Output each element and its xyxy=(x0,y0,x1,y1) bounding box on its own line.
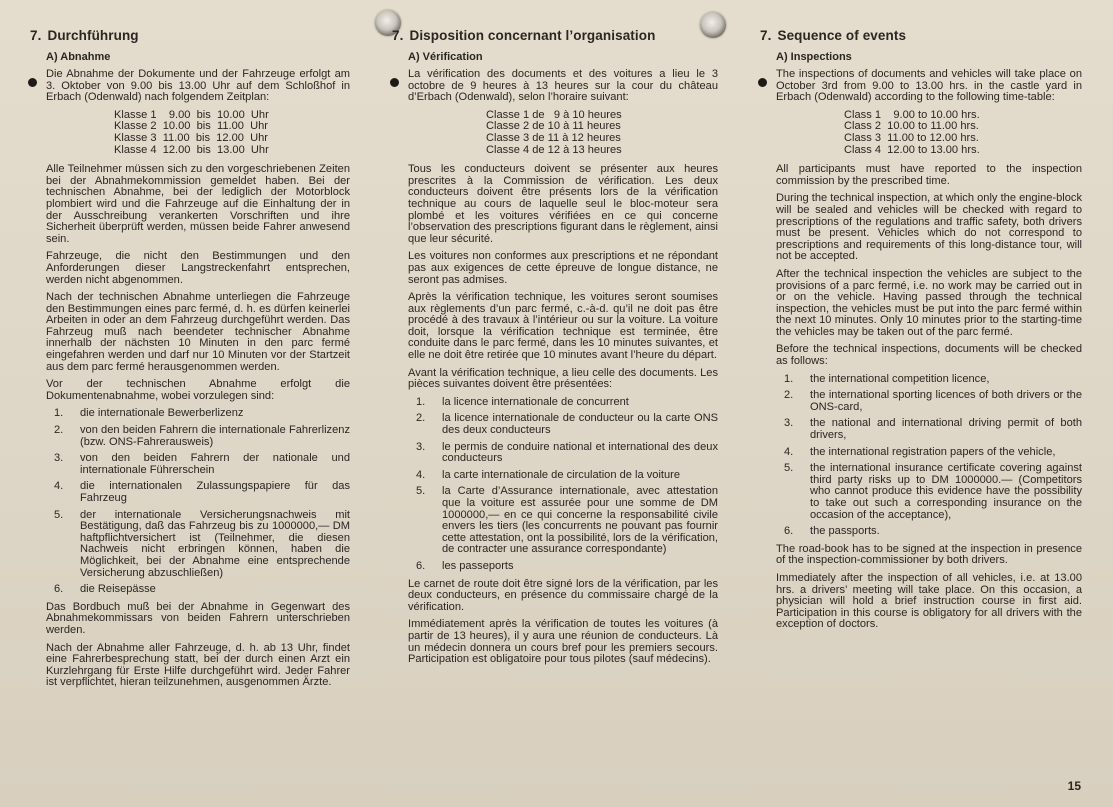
list-item: 1. la licence internationale de concurrent xyxy=(416,395,629,408)
paragraph: Alle Teilnehmer müssen sich zu den vorgeschriebenen Zeiten bei der Abnahmekommission gemeldet haben. Bei der technischen Abnahme, bei der lediglich der Motorblock plombiert wird und die Fahrzeuge auf die Einhaltung der in der Ausschreibung verankerten Vorschriften und ihre Sicherheit überprüft werden, müssen beide Fahrer anwesend sein. xyxy=(46,163,350,245)
schedule-row: Klasse 3 11.00 bis 12.00 Uhr xyxy=(114,131,268,144)
list-item: 6. die Reisepässe xyxy=(54,583,156,596)
german-column xyxy=(30,28,350,695)
list-item: 2. the international sporting licences of both drivers or the ONS-card, xyxy=(784,389,1082,413)
paragraph: Avant la vérification technique, a lieu celle des documents. Les pièces suivantes doivent être présentées: xyxy=(408,366,718,391)
list-item: 3. le permis de conduire national et international des deux conducteurs xyxy=(416,440,718,465)
paragraph: Vor der technischen Abnahme erfolgt die Dokumentenabnahme, wobei vorzulegen sind: xyxy=(46,378,350,402)
list-item: 4. die internationalen Zulassungspapiere für das Fahrzeug xyxy=(54,480,350,504)
list-item: 1. die internationale Bewerberlizenz xyxy=(54,407,244,420)
schedule-row: Classe 1 de 9 à 10 heures xyxy=(486,108,622,121)
document-list xyxy=(408,397,718,573)
schedule-table xyxy=(114,110,350,156)
section-heading: 7. Durchführung xyxy=(30,28,139,43)
schedule-row: Klasse 4 12.00 bis 13.00 Uhr xyxy=(114,143,269,156)
paragraph: All participants must have reported to the inspection commission by the prescribed time. xyxy=(776,163,1082,187)
list-item: 3. von den beiden Fahrern der nationale und internationale Führerschein xyxy=(54,452,350,476)
section-heading: 7. Disposition concernant l’organisation xyxy=(392,28,656,43)
paragraph: Immédiatement après la vérification de toutes les voitures (à partir de 13 heures), il y aura une réunion de conducteurs. Là un médecin donnera un cours bref pour les premiers secours. Participation est obligatoire pour tous pilotes (sauf médecins). xyxy=(408,618,718,666)
subsection-heading: A) Vérification xyxy=(408,51,483,63)
subsection-heading: A) Abnahme xyxy=(46,51,111,63)
list-item: 2. von den beiden Fahrern die internationale Fahrerlizenz (bzw. ONS-Fahrerausweis) xyxy=(54,424,350,448)
paragraph: Fahrzeuge, die nicht den Bestimmungen und den Anforderungen dieser Langstreckenfahrt entsprechen, werden nicht abgenommen. xyxy=(46,250,350,286)
bullet-icon xyxy=(390,78,399,87)
document-list xyxy=(46,408,350,595)
section-heading: 7. Sequence of events xyxy=(760,28,907,43)
schedule-row: Class 1 9.00 to 10.00 hrs. xyxy=(844,108,980,121)
english-column xyxy=(760,28,1082,637)
schedule-row: Klasse 1 9.00 bis 10.00 Uhr xyxy=(114,108,269,121)
list-item: 4. the international registration papers of the vehicle, xyxy=(784,445,1056,458)
list-item: 5. der internationale Versicherungsnachweis mit Bestätigung, daß das Fahrzeug bis zu 1000000,— DM haftpflichtversichert ist (Teilnehmer, die diesen Nachweis nicht erbringen können, haben die Möglichkeit, bei der Abnahme eine entsprechende Versicherung abzuschließen) xyxy=(54,508,350,579)
list-item: 1. the international competition licence, xyxy=(784,372,990,385)
list-item: 6. the passports. xyxy=(784,525,880,538)
paragraph: Les voitures non conformes aux prescriptions et ne répondant pas aux exigences de cette épreuve de longue distance, ne seront pas admises. xyxy=(408,250,718,286)
list-item: 4. la carte internationale de circulation de la voiture xyxy=(416,468,681,481)
list-item: 6. les passeports xyxy=(416,559,514,572)
paragraph: Nach der technischen Abnahme unterliegen die Fahrzeuge den Bestimmungen eines parc fermé, d. h. es dürfen keinerlei Arbeiten in oder an dem Fahrzeug durchgeführt werden. Das Fahrzeug muß nach beendeter technischer Abnahme innerhalb der nächsten 10 Minuten in den parc fermé eingefahren werden und darf nur 10 Minuten vor der Startzeit aus dem parc fermé herausgenommen werden. xyxy=(46,291,350,373)
schedule-row: Classe 4 de 12 à 13 heures xyxy=(486,143,622,156)
subsection-heading: A) Inspections xyxy=(776,51,852,63)
intro-paragraph: Die Abnahme der Dokumente und der Fahrzeuge erfolgt am 3. Oktober von 9.00 bis 13.00 Uhr auf dem Schloßhof in Erbach (Odenwald) nach folgendem Zeitplan: xyxy=(46,69,350,104)
paragraph: After the technical inspection the vehicles are subject to the provisions of a parc fermé, i.e. no work may be carried out in or on the vehicle. Having passed through the technical inspection, the vehicles must be put into the parc fermé within the next 10 minutes. Only 10 minutes prior to the starting-time the vehicles may be taken out of the parc fermé. xyxy=(776,267,1082,338)
list-item: 3. the national and international driving permit of both drivers, xyxy=(784,417,1082,442)
intro-paragraph: La vérification des documents et des voitures a lieu le 3 octobre de 9 heures à 13 heures sur la cour du château d’Erbach (Odenwald), selon l’horaire suivant: xyxy=(408,69,718,104)
schedule-row: Classe 3 de 11 à 12 heures xyxy=(486,131,621,144)
paragraph: Das Bordbuch muß bei der Abnahme in Gegenwart des Abnahmekommissars von beiden Fahrern unterschrieben werden. xyxy=(46,600,350,636)
paragraph: The road-book has to be signed at the inspection in presence of the inspection-commissioner by both drivers. xyxy=(776,542,1082,567)
page-number: 15 xyxy=(1067,779,1081,793)
bullet-icon xyxy=(758,78,767,87)
schedule-row: Class 3 11.00 to 12.00 hrs. xyxy=(844,131,979,144)
list-item: 5. the international insurance certificate covering against third party risks up to DM 1000000.— (Competitors who cannot produce this evidence have the possibility to take out such a corresponding insurance on the occasion of the acceptance), xyxy=(784,462,1082,521)
paragraph: Nach der Abnahme aller Fahrzeuge, d. h. ab 13 Uhr, findet eine Fahrerbesprechung statt, bei der durch einen Arzt ein Kurzlehrgang für Erste Hilfe durchgeführt wird. Jeder Fahrer ist verpflichtet, hieran teilzunehmen, ausgenommen Ärzte. xyxy=(46,641,350,689)
document-list xyxy=(776,374,1082,538)
list-item: 2. la licence internationale de conducteur ou la carte ONS des deux conducteurs xyxy=(416,412,718,437)
schedule-row: Classe 2 de 10 à 11 heures xyxy=(486,120,621,133)
paragraph: Immediately after the inspection of all vehicles, i.e. at 13.00 hrs. a drivers’ meeting will take place. On this occasion, a physician will hold a brief instruction course in first aid. Participation in this course is obligatory for all drivers with the exception of doctors. xyxy=(776,571,1082,631)
paragraph: Le carnet de route doit être signé lors de la vérification, par les deux conducteurs, en présence du commissaire chargé de la vérification. xyxy=(408,577,718,613)
schedule-table xyxy=(486,110,718,156)
bullet-icon xyxy=(28,78,37,87)
schedule-row: Class 2 10.00 to 11.00 hrs. xyxy=(844,120,979,133)
schedule-table xyxy=(844,110,1082,156)
paragraph: Tous les conducteurs doivent se présenter aux heures prescrites à la Commission de vérification. Les deux conducteurs doivent être présents lors de la vérification technique au cours de laquelle seul le bloc-moteur sera plombé et les voitures vérifiées en ce qui concerne l’observation des prescriptions figurant dans le règlement, ainsi que leur sécurité. xyxy=(408,163,718,245)
paragraph: Before the technical inspections, documents will be checked as follows: xyxy=(776,343,1082,368)
paragraph: Après la vérification technique, les voitures seront soumises aux règlements d’un parc fermé, c.-à-d. qu’il ne doit pas être procédé à des travaux à l’intérieur ou sur la voiture. La voiture doit, lorsque la vérification technique est terminée, être conduite dans le parc fermé, dans les 10 minutes suivantes, et elle ne doit être retirée que 10 minutes avant l’heure du départ. xyxy=(408,291,718,362)
schedule-row: Klasse 2 10.00 bis 11.00 Uhr xyxy=(114,120,268,133)
french-column xyxy=(392,28,718,672)
schedule-row: Class 4 12.00 to 13.00 hrs. xyxy=(844,143,980,156)
paragraph: During the technical inspection, at which only the engine-block will be sealed and vehicles will be checked with regard to prescriptions of the regulations and traffic safety, both drivers must be present. Vehicles which do not correspond to prescriptions and requirements of this long-distance tour, will not be accepted. xyxy=(776,192,1082,263)
intro-paragraph: The inspections of documents and vehicles will take place on October 3rd from 9.00 to 13.00 hrs. in the castle yard in Erbach (Odenwald) according to the following time-table: xyxy=(776,69,1082,104)
list-item: 5. la Carte d’Assurance internationale, avec attestation que la voiture est assurée pour une somme de DM 1000000,— en ce qui concerne la responsabilité civile envers les tiers (les concurrents ne pouvant pas fournir cette attestation, ont la possibilité, lors de la vérification, de contracter une assurance correspondante) xyxy=(416,485,718,556)
